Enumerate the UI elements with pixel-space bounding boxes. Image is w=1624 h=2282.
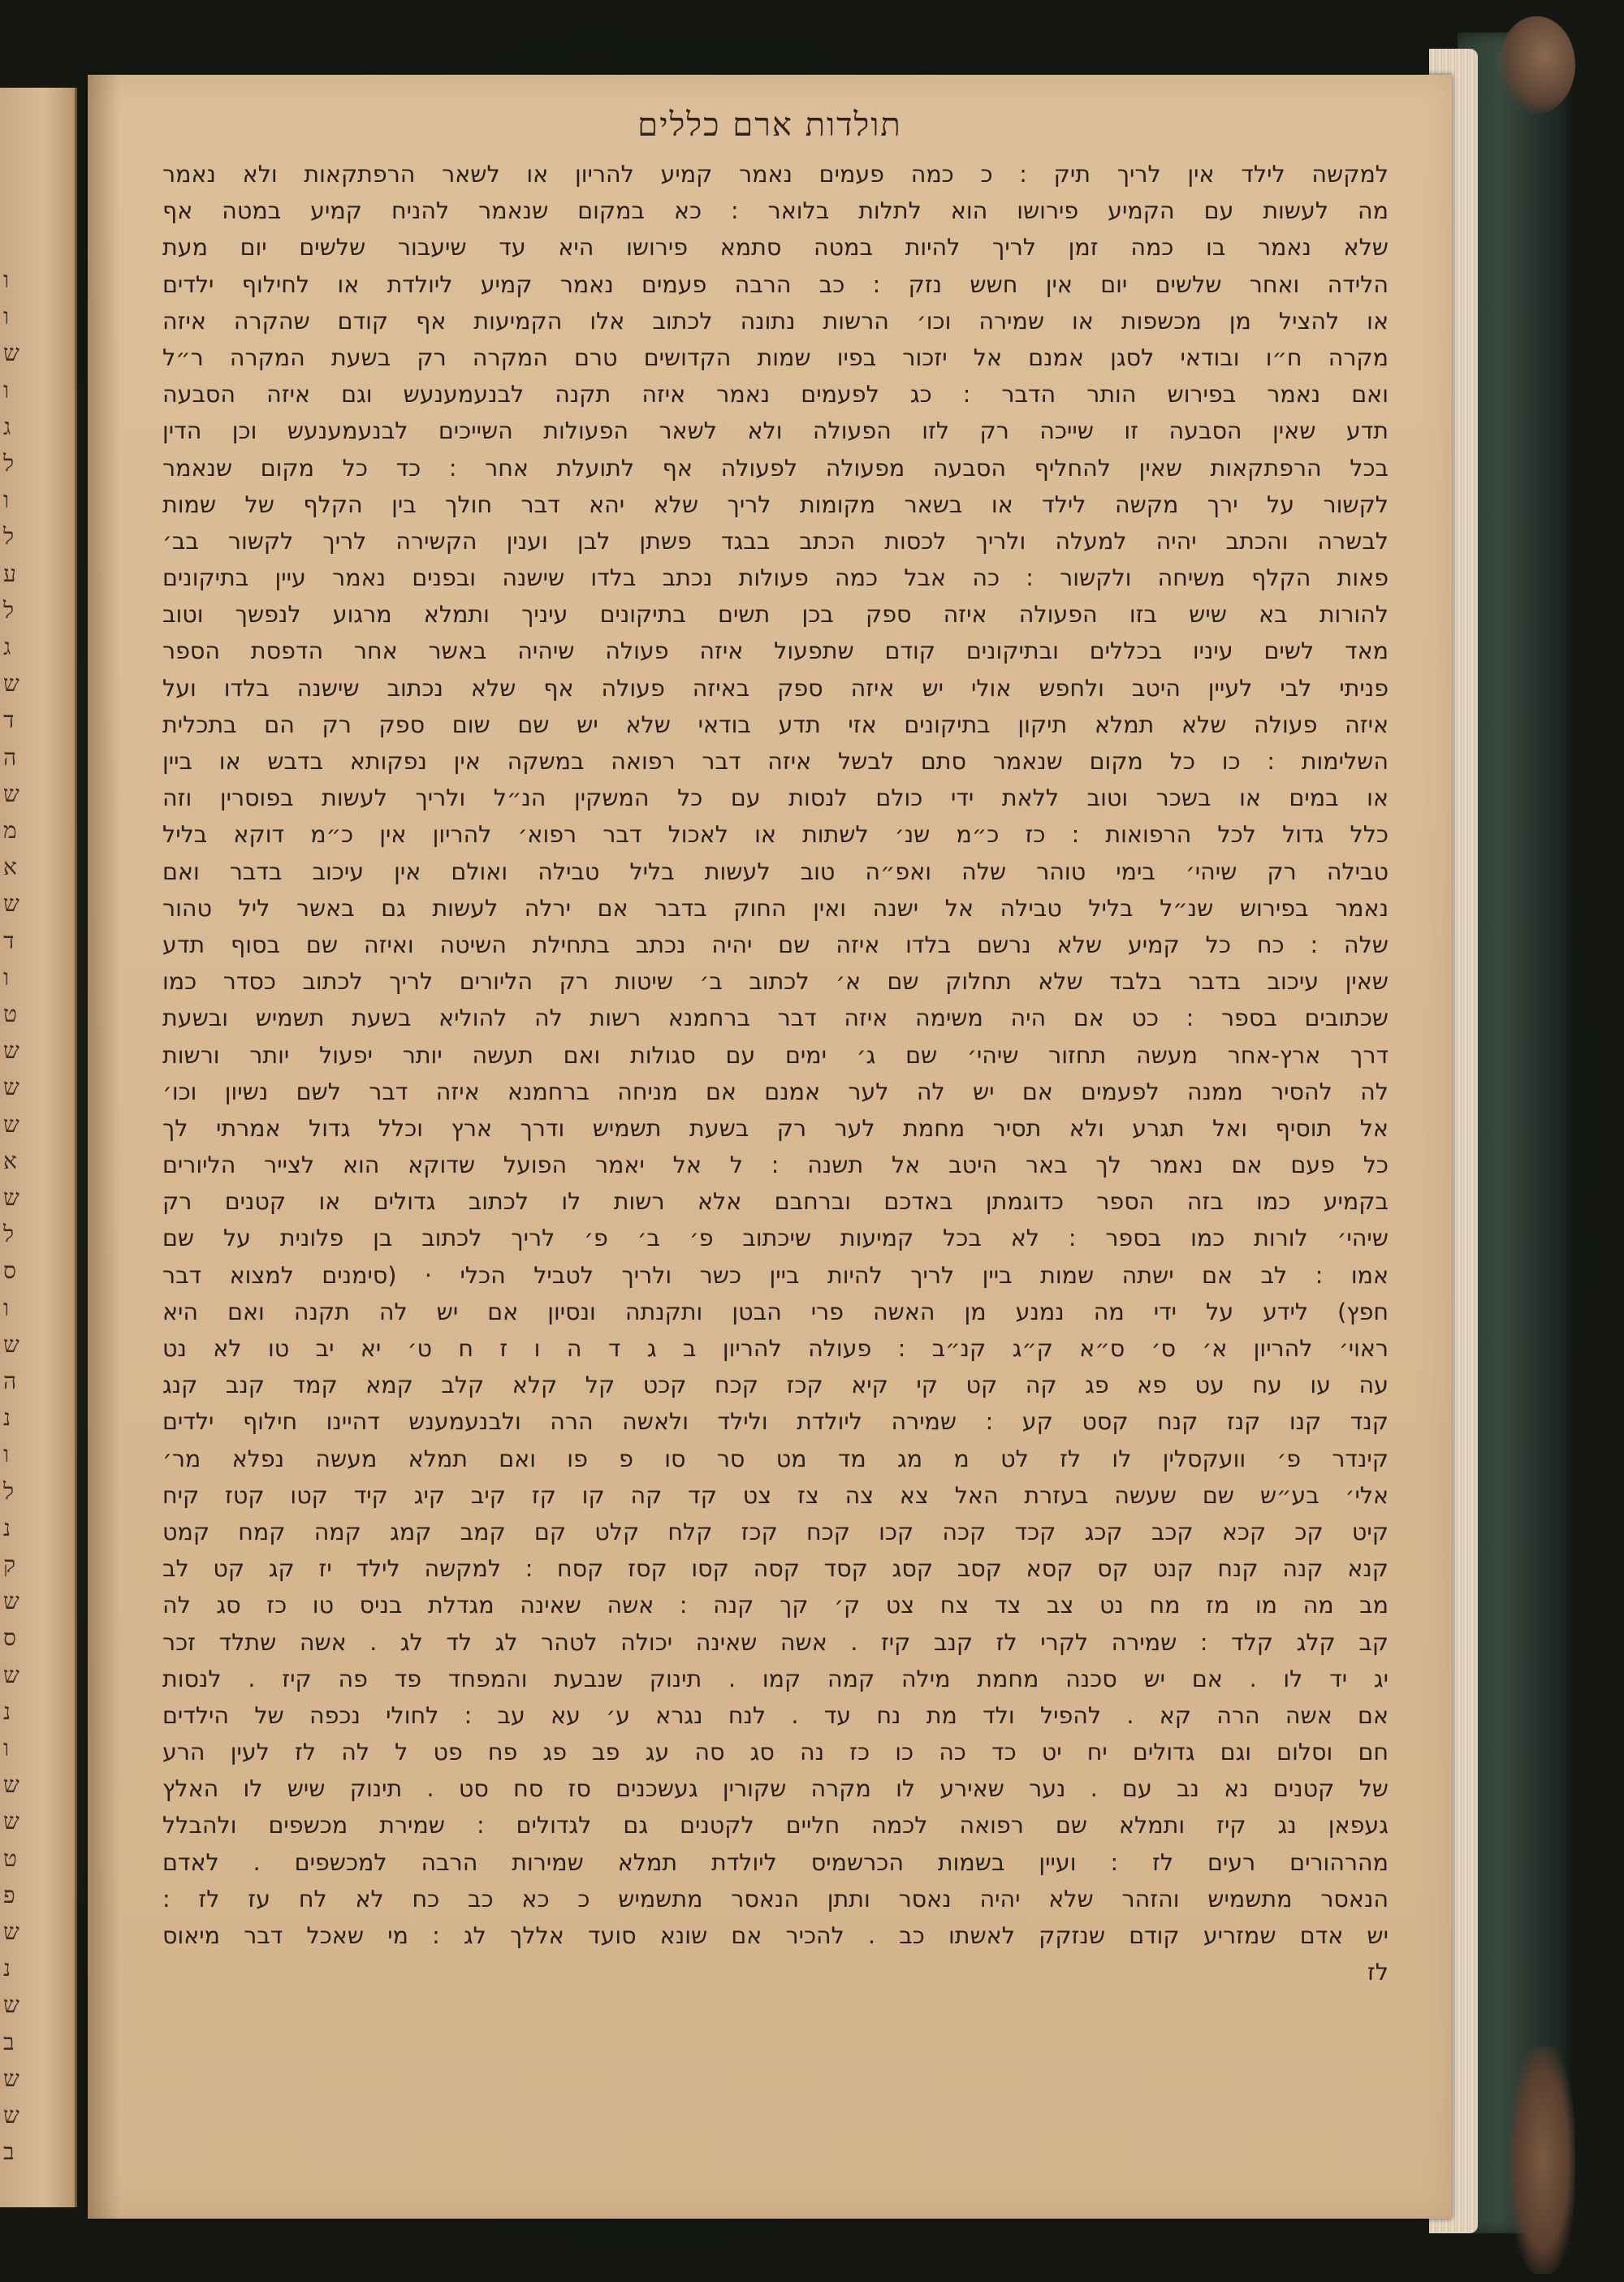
facing-page-fragment: ד	[3, 927, 15, 954]
text-line: לבשרה והכתב יהיה למעלה ולריך לכסות הכתב בבגד פשתן לבן וענין הקשירה לריך לקשור בב׳	[162, 527, 1389, 555]
facing-page-fragment: ש	[3, 2102, 19, 2129]
text-line: קב קלג קלד : שמירה לקרי לז קנב קיז . אשה שאינה יכולה לטהר לג לד לג . אשה שתלד זכר	[162, 1628, 1389, 1656]
text-line: תדע שאין הסבעה זו שייכה רק לזו הפעולה ולא לשאר הפעולות השייכים לבנעמענעש וכן הדין	[162, 417, 1389, 445]
facing-page-fragment: ק	[3, 1551, 15, 1578]
text-line: ואם נאמר בפירוש הותר הדבר : כג לפעמים נאמר איזה תקנה לבנעמענעש וגם איזה הסבעה	[162, 381, 1389, 408]
facing-page-fragment: פ	[3, 1881, 15, 1908]
text-line: או במים או בשכר וטוב ללאת ידי כולם לנסות עם כל המשקין הנ״ל ולריך לעשות בפוסרין וזה	[162, 784, 1389, 812]
text-line: פאות הקלף משיחה ולקשור : כה אבל כמה פעולות נכתב בלדו שישנה ובפנים נאמר עיין בתיקונים	[162, 564, 1389, 592]
text-line: געפאן נג קיז ותמלא שם רפואה לכמה חליים לקטנים גם לגדולים : שמירת מכשפים ולהבלל	[162, 1812, 1389, 1839]
facing-page-fragment: ה	[3, 1368, 17, 1394]
text-line: חם וסלום וגם גדולים יח יט כד כה כו כז נה סג סה עג פב פג פח פט ל לה לז לעין הרע	[162, 1739, 1389, 1766]
facing-page-fragment: מ	[3, 817, 17, 844]
facing-page-fragment: ו	[3, 266, 10, 293]
facing-page-fragment: ש	[3, 1771, 19, 1799]
text-line: לז	[1367, 1959, 1389, 1986]
text-line: שאין עיכוב בדבר בלבד שלא תחלוק שם א׳ לכתוב ב׳ שיטות רק הליורים לריך לכתוב כסדר כמו	[162, 968, 1389, 996]
facing-page-fragment: ש	[3, 339, 19, 367]
facing-page-fragment: ל	[3, 1477, 15, 1505]
worn-cover-corner	[1498, 16, 1575, 114]
facing-page-fragment: ש	[3, 1991, 19, 2019]
facing-page-fragment: א	[3, 854, 17, 881]
text-line: אם אשה הרה קא . להפיל ולד מת נח עד . לנח נגרא ע׳ עא עב : לחולי נכפה של הילדים	[162, 1701, 1389, 1729]
facing-page-fragment: ש	[3, 1661, 19, 1688]
facing-page-fragment: ש	[3, 1037, 19, 1065]
facing-page-fragment: א	[3, 1147, 17, 1174]
text-line: או להציל מן מכשפות או שמירה וכו׳ הרשות נתונה לכתוב אלו הקמיעות אף קודם שהקרה איזה	[162, 307, 1389, 335]
facing-page-fragment: ה	[3, 743, 17, 771]
text-line: דרך ארץ-אחר מעשה תחזור שיהי׳ שם ג׳ ימים עם סגולות ואם תעשה יותר יפעול יותר ורשות	[162, 1041, 1389, 1069]
book-page	[88, 75, 1452, 2219]
text-line: מה לעשות עם הקמיע פירושו הוא לתלות בלואר : כא במקום שנאמר להניח קמיע במטה אף	[162, 197, 1389, 225]
body-text	[162, 156, 1389, 1990]
facing-page-fragment: ו	[3, 963, 10, 991]
facing-page-fragment: ש	[3, 780, 19, 807]
text-line: מהרהורים רעים לז : ועיין בשמות הכרשמיס ליולדת תמלא שמירות הרבה למכשפים . לאדם	[162, 1848, 1389, 1876]
text-line: בקמיע כמו בזה הספר כדוגמתן באדכם וברחבם אלא רשות לו לכתוב גדולים או קטנים רק	[162, 1188, 1389, 1216]
text-line: לה להסיר ממנה לפעמים אם יש לה לער אמנם אם מניחה ברחמנא איזה דבר לשם נשיון וכו׳	[162, 1078, 1389, 1105]
facing-page-fragment: ב	[3, 2138, 15, 2166]
text-line: ראוי׳ להריון א׳ ס׳ ס״א ק״ג קנ״ב : פעולה להריון ב ג ד ה ו ז ח ט׳ יא יב טו לא נט	[162, 1335, 1389, 1362]
text-line: הנאסר מתשמיש והזהר שלא יהיה נאסר ותתן הנאסר מתשמיש כ כא כב כח לא לח עז לז :	[162, 1885, 1389, 1912]
facing-page-fragment: ס	[3, 1257, 16, 1285]
text-line: שיהי׳ לורות כמו בספר : לא בכל קמיעות שיכתוב פ׳ ב׳ פ׳ לריך לכתוב בן פלונית על שם	[162, 1225, 1389, 1252]
text-line: להורות בא שיש בזו הפעולה איזה ספק בכן תשים בתיקונים עיניך ותמלא מרגוע לנפשך וטוב	[162, 601, 1389, 629]
facing-page-fragment: ש	[3, 1918, 19, 1945]
text-line: כל פעם אם נאמר לך באר היטב אל תשנה : ל אל יאמר הפועל שדוקא הוא לצייר הליורים	[162, 1152, 1389, 1179]
facing-page-fragment: ד	[3, 707, 15, 734]
facing-page-fragment: ש	[3, 1074, 19, 1101]
facing-page-fragment: ב	[3, 2028, 15, 2055]
facing-page-fragment: ש	[3, 1330, 19, 1358]
text-line: שכתובים בספר : כט אם היה משימה איזה דבר ברחמנא רשות לה להוליא בשעת תשמיש ובשעת	[162, 1005, 1389, 1032]
text-line: השלימות : כו כל מקום שנאמר סתם לבשל איזה דבר רפואה במשקה אין נפקותא בדבש או ביין	[162, 748, 1389, 775]
facing-page-fragment: ש	[3, 670, 19, 698]
facing-page-fragment: ש	[3, 1184, 19, 1211]
text-line: נאמר בפירוש שנ״ל בליל טבילה אל ישנה ואין החוק בדבר אם ירלה לעשות גם באשר ליל טהור	[162, 894, 1389, 922]
facing-page-fragment: נ	[3, 1697, 11, 1725]
facing-page-fragment: ט	[3, 1844, 17, 1872]
facing-page-fragment: ש	[3, 1808, 19, 1835]
facing-page-fragment: נ	[3, 1514, 11, 1541]
facing-page-fragment: ו	[3, 1294, 10, 1321]
facing-page-fragment: ו	[3, 376, 10, 404]
worn-cover-corner	[1510, 2046, 1575, 2274]
text-line: יש אדם שמזריע קודם שנזקק לאשתו כב . להכיר אם שונא סועד אללך לג : מי שאכל דבר מיאוס	[162, 1922, 1389, 1949]
facing-page-fragment: ט	[3, 1001, 17, 1027]
facing-page-edge	[0, 88, 77, 2207]
text-line: יג יד לו . אם יש סכנה מחמת מילה קמה קמו . תינוק שנבעת והמפחד פד פה קיז . לנסות	[162, 1665, 1389, 1692]
gutter-shadow	[88, 75, 120, 2219]
running-head: תולדות ארם כללים	[637, 106, 902, 144]
facing-page-fragment: ש	[3, 1588, 19, 1615]
facing-page-fragment: ל	[3, 596, 15, 624]
facing-page-fragment: ג	[3, 413, 11, 440]
facing-page-fragment: ע	[3, 560, 16, 587]
text-line: של קטנים נא נב עם . נער שאירע לו מקרה שקורין געשכנים סז סח סט . תינוק שיש לו האלץ	[162, 1775, 1389, 1803]
text-line: מאד לשים עיניו בכללים ובתיקונים קודם שתפעול איזה פעולה שיהיה באשר אחר הדפסת הספר	[162, 637, 1389, 665]
facing-page-fragment: ש	[3, 1110, 19, 1138]
text-line: קינדר פ׳ וועקסלין לו לז לט מ מג מד מט סר סו פ פו ואם תמלא מעשה נפלא מר׳	[162, 1445, 1389, 1472]
text-line: למקשה לילד אין לריך תיק : כ כמה פעמים נאמר קמיע להריון או לשאר הרפתקאות ולא נאמר	[162, 161, 1389, 188]
text-line: הלידה ואחר שלשים יום אין חשש נזק : כב הרבה פעמים נאמר קמיע ליולדת או לחילוף ילדים	[162, 270, 1389, 298]
text-line: טבילה רק שיהי׳ בימי טוהר שלה ואפ״ה טוב לעשות בליל טבילה ואולם אין עיכוב בדבר ואם	[162, 858, 1389, 885]
text-line: אמו : לב אם ישתה שמות ביין לריך להיות ביין כשר ולריך לטביל הכלי · (סימנים למצוא דבר	[162, 1261, 1389, 1289]
text-line: עה עו עח עט פא פג קה קט קי קיא קכז קכח קכט קל קלא קלב קמא קמד קנב קנג	[162, 1372, 1389, 1399]
text-line: מב מה מו מז מח נט צב צד צח צט ק׳ קך קנה : אשה שאינה מגדלת בניס טו כז סג לה	[162, 1592, 1389, 1619]
facing-page-fragment: ש	[3, 890, 19, 918]
facing-page-fragment: ל	[3, 450, 15, 477]
text-line: מקרה ח״ו ובודאי לסגן אמנם אל יזכור בפיו שמות הקדושים טרם המקרה רק בשעת המקרה ר״ל	[162, 344, 1389, 371]
text-line: שלא נאמר בו כמה זמן לריך להיות במטה סתמא פירושו היא עד שיעבור שלשים יום מעת	[162, 234, 1389, 261]
facing-page-fragment: ס	[3, 1624, 16, 1652]
facing-page-fragment: ש	[3, 2064, 19, 2092]
facing-page-fragment: ל	[3, 523, 15, 551]
facing-page-fragment: נ	[3, 1404, 11, 1432]
facing-page-fragment: ו	[3, 486, 10, 514]
facing-page-fragment: ג	[3, 633, 11, 660]
text-line: כלל גדול לכל הרפואות : כז כ״מ שנ׳ לשתות או לאכול דבר רפוא׳ להריון אין כ״מ דוקא בליל	[162, 821, 1389, 849]
text-line: פניתי לבי לעיין היטב ולחפש אולי יש איזה ספק באיזה פעולה אף שלא נכתוב שישנה בלדו ועל	[162, 674, 1389, 702]
facing-page-fragment: ל	[3, 1221, 15, 1248]
text-line: קנד קנו קנז קנח קסט קע : שמירה ליולדת ולילד ולאשה הרה ולבנעמענש דהיינו חילוף ילדים	[162, 1408, 1389, 1436]
text-line: אל תוסיף ואל תגרע ולא תסיר מחמת לער רק בשעת תשמיש ודרך ארץ וכלל גדול אמרתי לך	[162, 1114, 1389, 1142]
facing-page-fragment: נ	[3, 1955, 11, 1982]
facing-page-fragment: ו	[3, 303, 10, 331]
text-line: איזה פעולה שלא תמלא תיקון בתיקונים אזי תדע בודאי שלא יש שם שום ספק רק הם בתכלית	[162, 711, 1389, 738]
text-line: קנא קנה קנח קנט קס קסא קסב קסג קסד קסה קסו קסז קסח : למקשה לילד יז קג קט לב	[162, 1555, 1389, 1583]
text-line: קיט קכ קכא קכב קכג קכד קכה קכו קכח קכז קלח קלט קם קמב קמג קמה קמח קמט	[162, 1518, 1389, 1545]
text-line: אלי׳ בע״ש שם שעשה בעזרת האל צא צה צז צט קד קה קו קז קיב קיג קיד קטו קטז קיח	[162, 1481, 1389, 1509]
text-line: לקשור על ירך מקשה לילד או בשאר מקומות לריך שלא יהא דבר חולך בין הקלף של שמות	[162, 491, 1389, 518]
text-line: חפץ) לידע על ידי מה נמנע מן האשה פרי הבטן ותקנתה ונסיון אם יש לה תקנה ואם היא	[162, 1298, 1389, 1325]
facing-page-fragment: ו	[3, 1441, 10, 1468]
text-line: שלה : כח כל קמיע שלא נרשם בלדו איזה שם יהיה נכתב בתחילת השיטה ואיזה שם בסוף תדע	[162, 931, 1389, 958]
facing-page-fragment: ו	[3, 1735, 10, 1761]
text-line: בכל הרפתקאות שאין להחליף הסבעה מפעולה לפעולה אף לתועלת אחר : כד כל מקום שנאמר	[162, 454, 1389, 482]
